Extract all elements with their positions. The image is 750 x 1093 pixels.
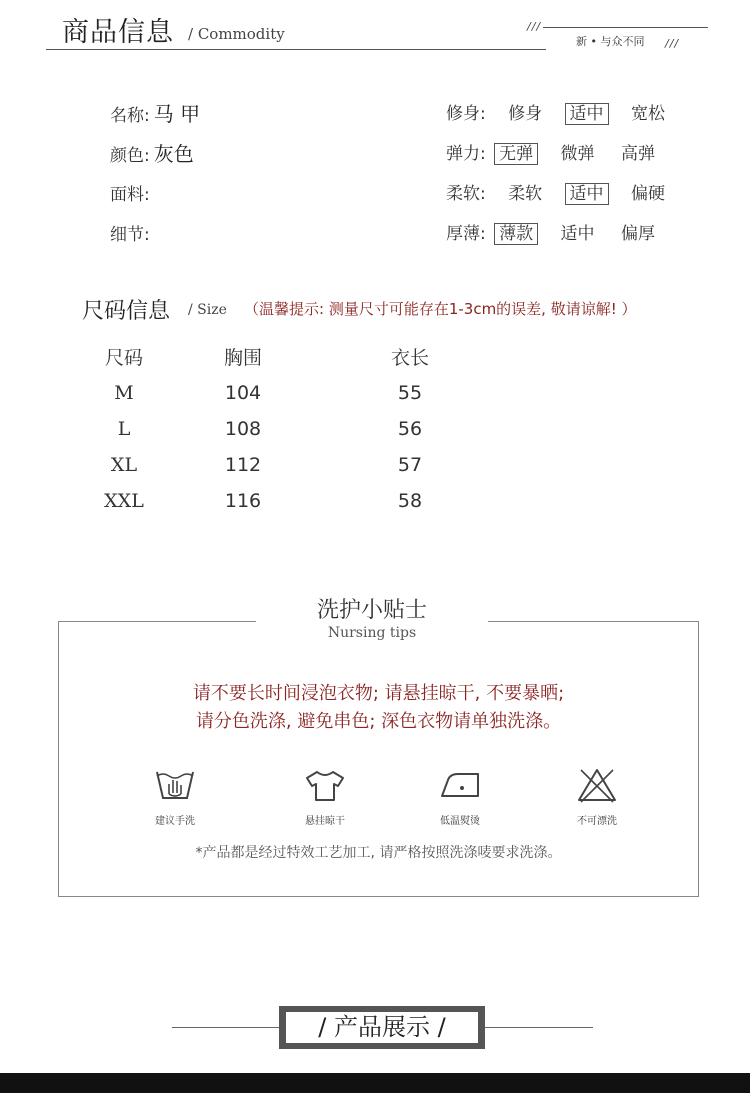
size-header-length: 衣长 (390, 347, 429, 369)
page-subtitle: / Commodity (188, 25, 285, 43)
attr-thickness-label: 厚薄: (446, 224, 486, 244)
size-cell: XXL (104, 490, 144, 512)
hand-wash-icon (153, 789, 197, 808)
header-slashes-left: /// (527, 20, 542, 33)
attr-fit (446, 99, 669, 125)
attr-fabric-label: 面料: (110, 185, 150, 205)
attr-detail (110, 220, 150, 245)
softness-option: 偏硬 (630, 184, 665, 204)
page-title: 商品信息 (62, 17, 174, 48)
attr-name-value: 马 甲 (153, 102, 201, 126)
size-cell: 108 (224, 418, 262, 440)
size-cell: XL (110, 454, 138, 476)
attr-elasticity (446, 139, 659, 165)
size-cell: 104 (224, 382, 262, 404)
header-slashes-right: /// (665, 37, 680, 50)
attr-detail-label: 细节: (110, 225, 150, 245)
care-icon-item (130, 766, 220, 827)
care-icon-label: 低温熨烫 (440, 816, 480, 827)
thickness-option-selected: 薄款 (494, 223, 538, 245)
display-divider-left (172, 1027, 279, 1028)
size-cell: 56 (397, 418, 423, 440)
size-cell: 57 (397, 454, 423, 476)
size-cell: 116 (224, 490, 262, 512)
size-header-chest: 胸围 (223, 347, 262, 369)
header-divider (46, 49, 546, 50)
attr-fit-label: 修身: (446, 104, 486, 124)
brand-tagline: 新 • 与众不同 (576, 35, 645, 48)
size-header-size: 尺码 (104, 347, 143, 369)
thickness-option: 适中 (560, 224, 595, 244)
fit-option: 宽松 (630, 104, 665, 124)
size-tip: （温馨提示: 测量尺寸可能存在1-3cm的误差, 敬请谅解! ） (244, 300, 637, 318)
care-icon-label: 悬挂晾干 (305, 816, 345, 827)
product-photo-edge (0, 1073, 750, 1093)
size-cell: 112 (224, 454, 262, 476)
size-cell: 55 (397, 382, 423, 404)
fit-option: 修身 (508, 104, 543, 124)
softness-option-selected: 适中 (565, 183, 609, 205)
size-section-subtitle: / Size (188, 302, 227, 318)
no-bleach-icon (575, 789, 619, 808)
display-divider-right (485, 1027, 593, 1028)
elasticity-option: 微弹 (560, 144, 595, 164)
care-instruction-1: 请不要长时间浸泡衣物; 请悬挂晾干, 不要暴晒; (192, 683, 565, 704)
size-cell: L (117, 418, 131, 440)
hang-dry-icon (303, 789, 347, 808)
care-icon-item (552, 766, 642, 827)
display-title: / 产品展示 / (285, 1011, 479, 1044)
softness-option: 柔软 (508, 184, 543, 204)
care-title: 洗护小贴士 (316, 598, 427, 623)
size-section-title: 尺码信息 (82, 299, 171, 324)
care-icon-item (280, 766, 370, 827)
attr-thickness (446, 219, 659, 245)
attr-color (110, 138, 194, 167)
attr-softness-label: 柔软: (446, 184, 486, 204)
size-cell: M (114, 382, 134, 404)
care-subtitle: Nursing tips (327, 625, 417, 641)
care-note: *产品都是经过特效工艺加工, 请严格按照洗涤唛要求洗涤。 (195, 845, 562, 861)
attr-softness (446, 179, 669, 205)
fit-option-selected: 适中 (565, 103, 609, 125)
elasticity-option: 高弹 (620, 144, 655, 164)
attr-name (110, 98, 200, 127)
care-icon-item (415, 766, 505, 827)
thickness-option: 偏厚 (620, 224, 655, 244)
attr-color-label: 颜色: (110, 146, 150, 166)
attr-fabric (110, 180, 150, 205)
elasticity-option-selected: 无弹 (494, 143, 538, 165)
care-icon-label: 不可漂洗 (577, 816, 617, 827)
attr-elasticity-label: 弹力: (446, 144, 486, 164)
tagline-divider (543, 27, 708, 28)
care-icon-label: 建议手洗 (155, 816, 195, 827)
size-cell: 58 (397, 490, 423, 512)
care-instruction-2: 请分色洗涤, 避免串色; 深色衣物请单独洗涤。 (195, 711, 562, 732)
low-iron-icon (436, 789, 484, 808)
attr-name-label: 名称: (110, 106, 150, 126)
attr-color-value: 灰色 (153, 142, 194, 166)
